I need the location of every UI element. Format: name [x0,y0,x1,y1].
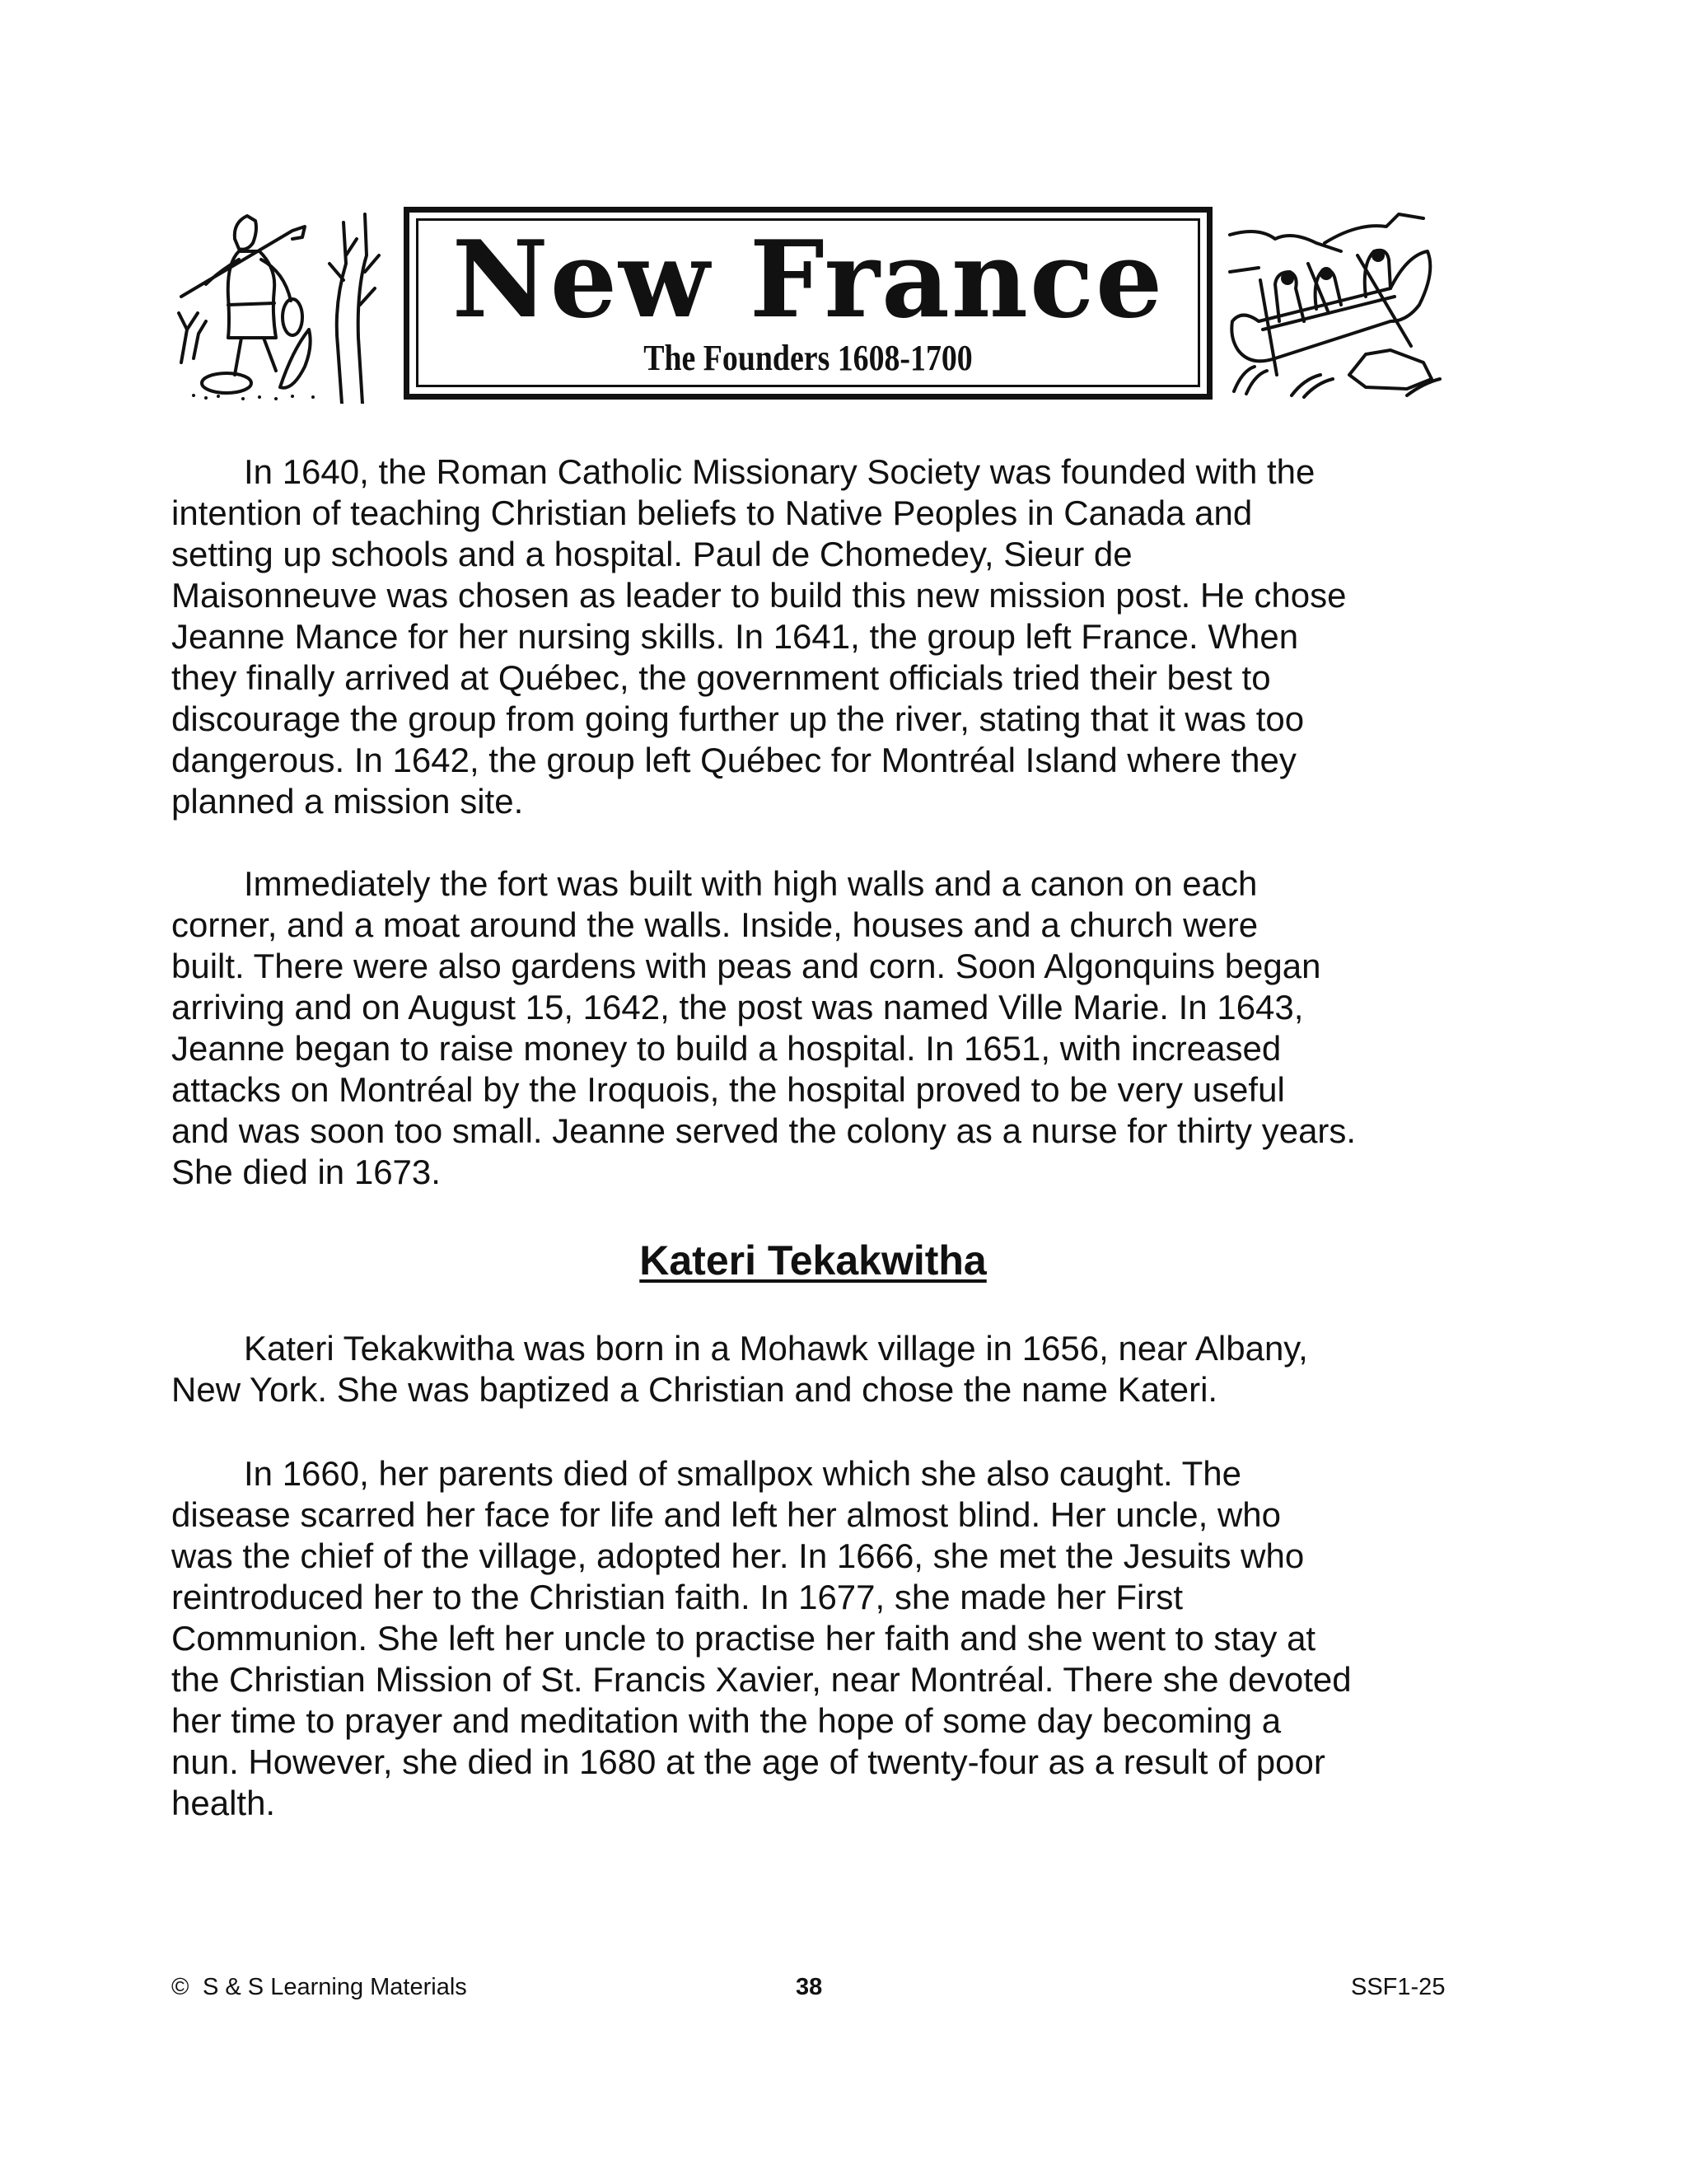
text-line: her time to prayer and meditation with the hope of some day becoming a [171,1701,1282,1740]
text-line: was the chief of the village, adopted her. In 1666, she met the Jesuits who [171,1536,1305,1575]
canoe-illustration [1226,206,1444,400]
text-line: planned a mission site. [171,782,524,821]
text-line: nun. However, she died in 1680 at the age of twenty-four as a result of poor [171,1742,1325,1781]
text-line: they finally arrived at Québec, the government officials tried their best to [171,658,1271,697]
page-number: 38 [796,1974,823,2000]
text-line: arriving and on August 15, 1642, the post was named Ville Marie. In 1643, [171,988,1304,1027]
text-line: reintroduced her to the Christian faith. In 1677, she made her First [171,1578,1183,1616]
text-line: built. There were also gardens with peas and corn. Soon Algonquins began [171,947,1321,985]
text-line: discourage the group from going further up the river, stating that it was too [171,699,1305,738]
page-subtitle: The Founders 1608-1700 [643,338,973,378]
text-line: corner, and a moat around the walls. Inside, houses and a church were [171,905,1259,944]
text-line: intention of teaching Christian beliefs to Native Peoples in Canada and [171,493,1253,532]
text-line: Immediately the fort was built with high walls and a canon on each [244,864,1258,903]
text-line: the Christian Mission of St. Francis Xavier, near Montréal. There she devoted [171,1660,1352,1699]
section-heading: Kateri Tekakwitha [639,1237,987,1284]
trapper-illustration [169,206,383,404]
text-line: attacks on Montréal by the Iroquois, the hospital proved to be very useful [171,1070,1285,1109]
product-code: SSF1-25 [1351,1974,1446,2000]
text-line: Kateri Tekakwitha was born in a Mohawk village in 1656, near Albany, [244,1329,1308,1368]
title-banner [404,207,1213,400]
text-line: She died in 1673. [171,1153,441,1191]
text-line: In 1640, the Roman Catholic Missionary Society was founded with the [244,452,1315,491]
trapper-on-snowshoes-icon [169,206,383,404]
title-inner-frame [416,218,1200,387]
text-line: setting up schools and a hospital. Paul de Chomedey, Sieur de [171,535,1133,573]
text-line: dangerous. In 1642, the group left Québec for Montréal Island where they [171,741,1297,779]
page-title: New France [451,218,1165,342]
text-line: In 1660, her parents died of smallpox which she also caught. The [244,1454,1241,1493]
text-line: Maisonneuve was chosen as leader to build this new mission post. He chose [171,576,1347,615]
text-line: and was soon too small. Jeanne served the colony as a nurse for thirty years. [171,1111,1357,1150]
text-line: New York. She was baptized a Christian and chose the name Kateri. [171,1370,1218,1409]
canoe-paddlers-icon [1226,206,1444,400]
text-line: Jeanne began to raise money to build a hospital. In 1651, with increased [171,1029,1282,1068]
publisher-name: S & S Learning Materials [203,1974,467,2000]
text-line: disease scarred her face for life and left her almost blind. Her uncle, who [171,1495,1282,1534]
text-line: health. [171,1784,276,1822]
text-line: Communion. She left her uncle to practise her faith and she went to stay at [171,1619,1316,1658]
text-line: Jeanne Mance for her nursing skills. In 1641, the group left France. When [171,617,1299,656]
copyright-icon: © [171,1974,189,2000]
